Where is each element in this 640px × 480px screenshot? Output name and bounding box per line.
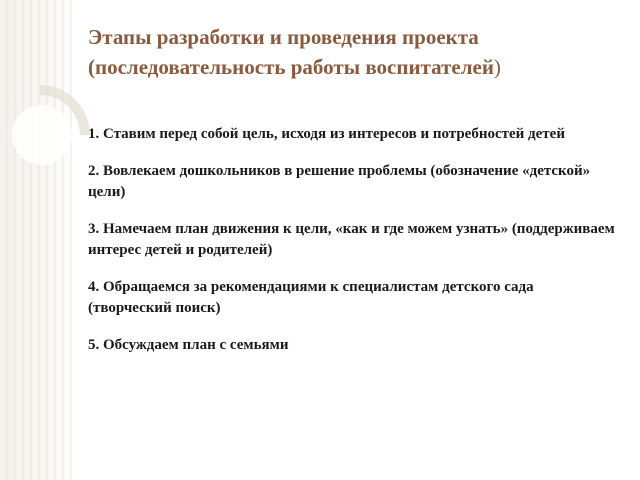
list-item: 1. Ставим перед собой цель, исходя из интересов и потребностей детей [88, 126, 565, 142]
list-item: 5. Обсуждаем план с семьями [88, 337, 289, 353]
title-line-1: Этапы разработки и проведения проекта [88, 25, 479, 49]
list-item: 2. Вовлекаем дошкольников в решение проблемы (обозначение «детской» цели) [88, 163, 591, 200]
steps-list [88, 124, 618, 372]
title-line-2 [88, 52, 608, 82]
title-closing-paren: ) [493, 55, 501, 79]
title-line-2-text: (последовательность работы воспитателей [88, 55, 494, 79]
slide-title [88, 22, 608, 82]
list-item: 4. Обращаемся за рекомендациями к специалистам детского сада (творческий поиск) [88, 279, 534, 316]
list-item: 3. Намечаем план движения к цели, «как и где можем узнать» (поддерживаем интерес детей и родителей) [88, 221, 615, 258]
